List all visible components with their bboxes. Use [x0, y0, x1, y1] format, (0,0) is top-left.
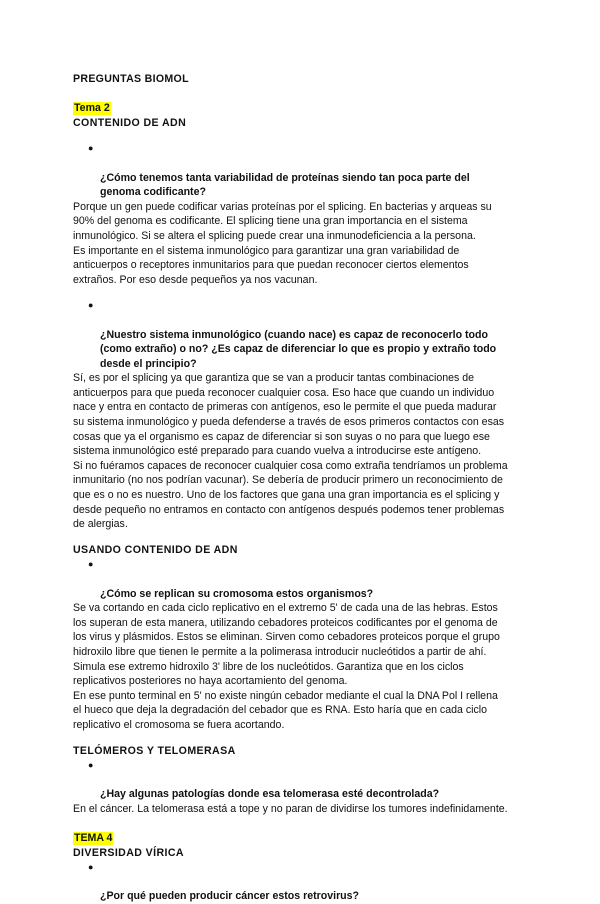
tema-4-section [73, 831, 533, 904]
question-text: ¿Nuestro sistema inmunológico (cuando nace) es capaz de reconocerlo todo (como extraño) o no? ¿Es capaz de diferenciar lo que es propio y extraño todo desde el principio? [100, 328, 497, 370]
telomeros-section [73, 744, 533, 817]
answer-sistema-inmunologico: Sí, es por el splicing ya que garantiza que se van a producir tantas combinaciones de anticuerpos para que pueda reconocer cualquier cosa. Eso hace que cuando un individuo nace y entra en contacto de primeras con antígenos, eso le permite el que pueda madurar su sistema inmunológico y pueda defenderse a través de esos primeros contactos con esas cosas que ya el organismo es capaz de diferenciar si son suyas o no para que luego ese sistema inmunológico esté preparado para cuando vuelva a introducirse este antígeno. Si no fuéramos capaces de reconocer cualquier cosa como extraña tendríamos un problema inmunitario (no nos podrían vacunar). Se debería de producir primero un reconocimiento de que es o no es nuestro. Uno de los factores que gana una gran importancia es el splicing y desde pequeño no entramos en contacto con antígenos después podemos tener problemas de alergias. [73, 372, 508, 531]
bullet-icon: ● [88, 559, 94, 570]
question-variabilidad [73, 141, 533, 199]
question-sistema-inmunologico [73, 298, 533, 371]
tema-2-section [73, 101, 533, 532]
bullet-icon: ● [88, 143, 94, 154]
answer-replicacion: Se va cortando en cada ciclo replicativo en el extremo 5' de cada una de las hebras. Estos los superan de esta manera, utilizando cebadores proteicos codificantes por el genoma de los virus y plásmidos. Estos se eliminan. Sirven como cebadores proteicos porque el grupo hidroxilo libre que tienen le permite a la polimerasa introducir nucleótidos a partir de ahí. Simula ese extremo hidroxilo 3' libre de los nucleótidos. Garantiza que en los ciclos replicativos posteriores no haya acortamiento del genoma. En ese punto terminal en 5' no existe ningún cebador mediante el cual la DNA Pol I rellena el hueco que deja la degradación del cebador que es RNA. Esto haría que en cada ciclo replicativo el cromosoma se fuera acortando. [73, 602, 500, 731]
document-title: PREGUNTAS BIOMOL [73, 73, 189, 85]
question-text: ¿Cómo tenemos tanta variabilidad de proteínas siendo tan poca parte del genoma codificante? [100, 171, 470, 199]
bullet-icon: ● [88, 760, 94, 771]
contenido-adn-heading: CONTENIDO DE ADN [73, 116, 187, 129]
diversidad-virica-heading: DIVERSIDAD VÍRICA [73, 846, 184, 859]
tema-2-tag: Tema 2 [74, 102, 110, 115]
usando-contenido-heading: USANDO CONTENIDO DE ADN [73, 543, 238, 556]
usando-section [73, 543, 533, 733]
answer-telomerasa: En el cáncer. La telomerasa está a tope y no paran de dividirse los tumores indefinidamente. [73, 802, 508, 815]
bullet-icon: ● [88, 862, 94, 873]
bullet-icon: ● [88, 300, 94, 311]
telomeros-heading: TELÓMEROS Y TELOMERASA [73, 744, 236, 757]
question-text: ¿Por qué pueden producir cáncer estos retrovirus? [100, 890, 360, 903]
question-text: ¿Cómo se replican su cromosoma estos organismos? [100, 587, 374, 600]
tema-4-tag: TEMA 4 [74, 832, 113, 845]
question-text: ¿Hay algunas patologías donde esa telomerasa esté decontrolada? [100, 788, 440, 801]
answer-variabilidad: Porque un gen puede codificar varias proteínas por el splicing. En bacterias y arqueas su 90% del genoma es codificante. El splicing tiene una gran importancia en el sistema inmunológico. Si se altera el splicing puede crear una inmunodeficiencia a la persona. Es importante en el sistema inmunológico para garantizar una gran variabilidad de anticuerpos o receptores inmunitarios para que puedan reconocer ciertos elementos extraños. Por eso desde pequeños ya nos vacunan. [73, 200, 492, 286]
document-body [73, 72, 533, 904]
question-telomerasa [73, 758, 533, 802]
question-retrovirus [73, 860, 533, 904]
question-replicacion [73, 557, 533, 601]
